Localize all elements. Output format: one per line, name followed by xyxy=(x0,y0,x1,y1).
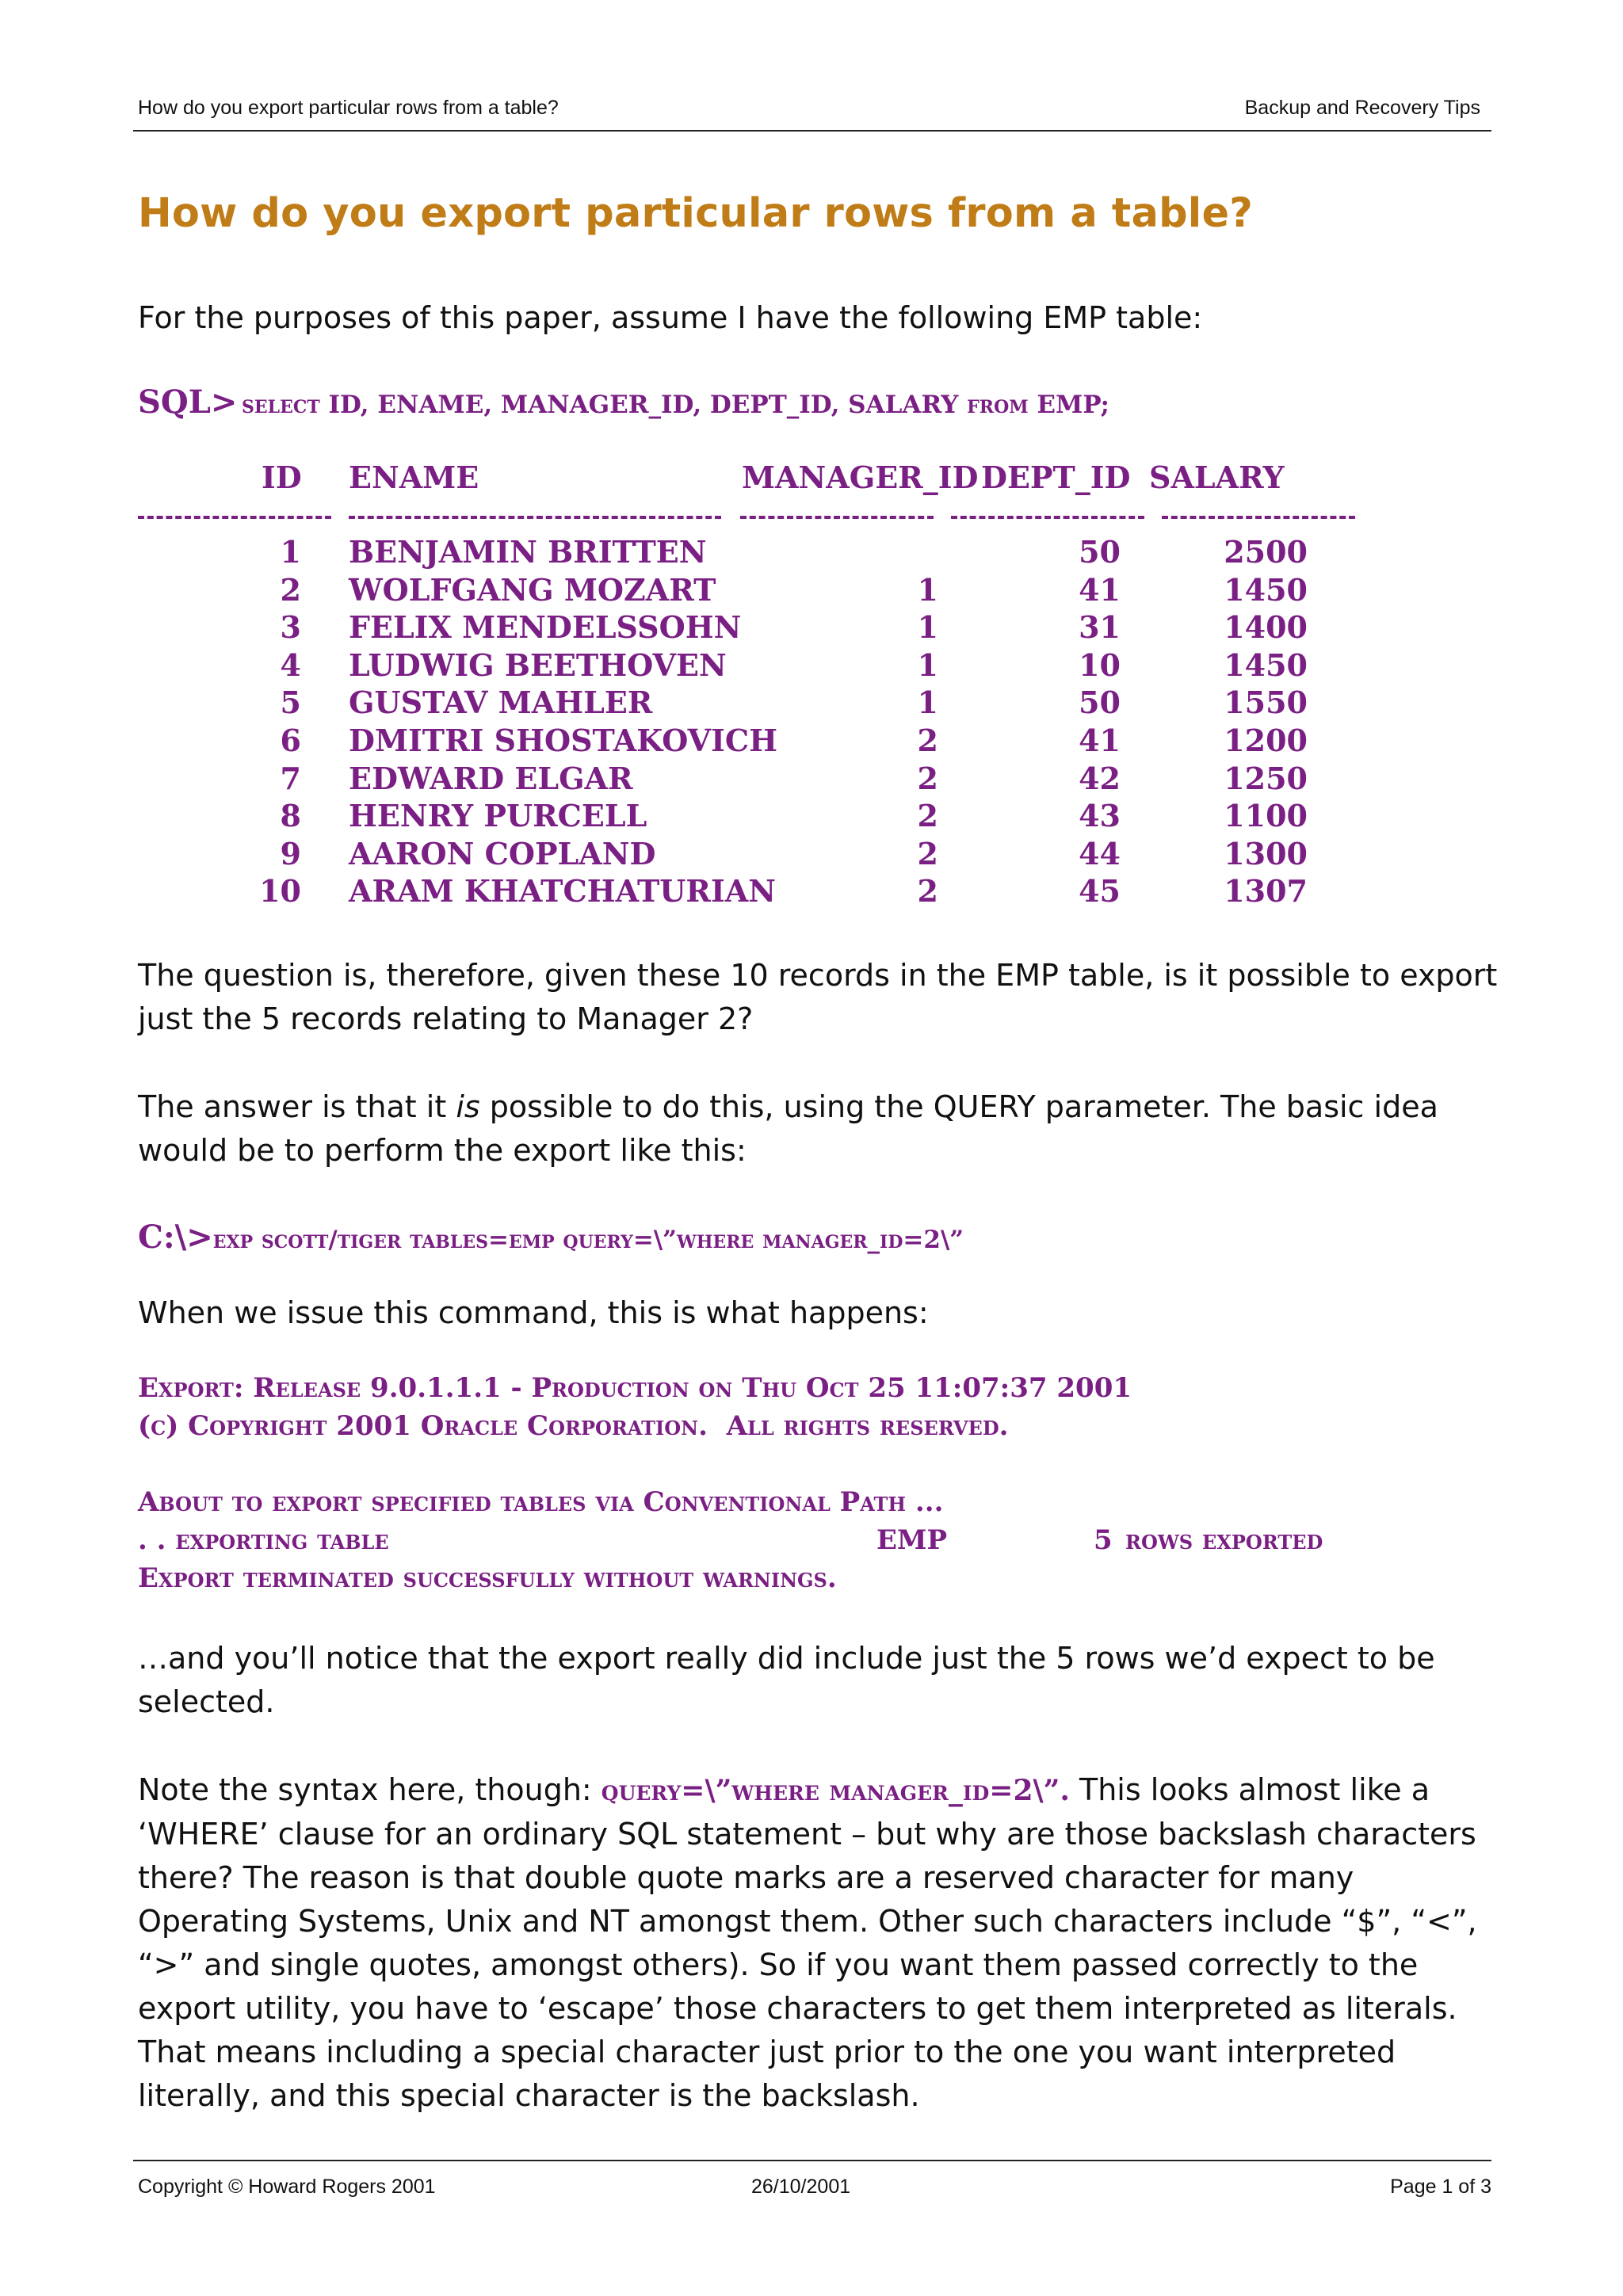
table-cell: 5 xyxy=(280,685,301,721)
page-title: How do you export particular rows from a table? xyxy=(138,190,1254,237)
table-cell: 4 xyxy=(280,646,301,683)
table-divider xyxy=(138,516,331,522)
table-cell: 10 xyxy=(1079,646,1121,683)
table-cell: 1300 xyxy=(1224,835,1308,871)
export-output-suffix: rows exported xyxy=(1125,1524,1323,1556)
table-cell: 1450 xyxy=(1224,571,1308,608)
footer-page-number: Page 1 of 3 xyxy=(1390,2176,1491,2198)
footer-date: 26/10/2001 xyxy=(751,2176,851,2198)
table-header-dept-id: DEPT_ID xyxy=(981,460,1131,495)
table-cell: 50 xyxy=(1079,534,1121,570)
table-cell: 45 xyxy=(1079,873,1121,910)
table-cell: 1250 xyxy=(1224,760,1308,796)
table-cell: 10 xyxy=(259,873,301,910)
table-header-ename: ENAME xyxy=(349,460,479,495)
export-command-text: exp scott/tiger tables=emp query=\”where manager_id=2\” xyxy=(212,1226,964,1254)
table-cell: 1550 xyxy=(1224,685,1308,721)
table-header-salary: SALARY xyxy=(1149,460,1285,495)
table-cell: 2 xyxy=(280,571,301,608)
table-cell: 9 xyxy=(280,835,301,871)
table-cell: 1 xyxy=(917,609,938,646)
export-output-line: About to export specified tables via Conventional Path ... xyxy=(138,1486,944,1518)
table-cell: GUSTAV MAHLER xyxy=(349,685,653,721)
table-cell: AARON COPLAND xyxy=(349,835,656,871)
table-cell: 1 xyxy=(917,571,938,608)
issue-paragraph: When we issue this command, this is what happens: xyxy=(138,1295,929,1330)
inline-query-code: query=\”where manager_id=2\”. xyxy=(601,1774,1070,1807)
table-cell: 1400 xyxy=(1224,609,1308,646)
export-output-line: Export: Release 9.0.1.1.1 - Production on Thu Oct 25 11:07:37 2001 xyxy=(138,1372,1132,1404)
sql-query xyxy=(138,383,1109,421)
table-cell: 7 xyxy=(280,760,301,796)
table-divider xyxy=(740,516,934,522)
table-cell: 31 xyxy=(1079,609,1121,646)
table-cell: 43 xyxy=(1079,798,1121,834)
table-cell: FELIX MENDELSSOHN xyxy=(349,609,742,646)
table-cell: 2 xyxy=(917,798,938,834)
table-header-manager-id: MANAGER_ID xyxy=(742,460,979,495)
export-command xyxy=(138,1219,964,1256)
table-cell: 1200 xyxy=(1224,723,1308,758)
table-cell: 42 xyxy=(1079,760,1121,796)
table-cell: ARAM KHATCHATURIAN xyxy=(349,873,776,910)
table-cell: 44 xyxy=(1079,835,1121,871)
export-output-table: EMP xyxy=(876,1524,948,1556)
table-cell: 2 xyxy=(917,873,938,910)
dos-prompt: C:\> xyxy=(138,1219,213,1256)
table-divider xyxy=(951,516,1144,522)
table-cell: LUDWIG BEETHOVEN xyxy=(349,646,727,683)
table-cell: 1 xyxy=(917,646,938,683)
table-cell: 2500 xyxy=(1224,534,1308,570)
table-cell: 50 xyxy=(1079,685,1121,721)
table-cell: 1 xyxy=(280,534,301,570)
sql-statement: select ID, ENAME, MANAGER_ID, DEPT_ID, SALARY from EMP; xyxy=(241,391,1109,419)
table-cell: 2 xyxy=(917,723,938,758)
header-title: How do you export particular rows from a table? xyxy=(138,97,559,119)
table-cell: 6 xyxy=(280,723,301,758)
notice-paragraph: …and you’ll notice that the export really did include just the 5 rows we’d expect to be selected. xyxy=(138,1641,1435,1719)
table-cell: 2 xyxy=(917,835,938,871)
page-footer xyxy=(133,2160,1491,2201)
table-cell: 8 xyxy=(280,798,301,834)
table-cell: 1450 xyxy=(1224,646,1308,683)
table-cell: BENJAMIN BRITTEN xyxy=(349,534,707,570)
table-cell: 1307 xyxy=(1224,873,1308,910)
intro-paragraph: For the purposes of this paper, assume I have the following EMP table: xyxy=(138,300,1203,335)
export-output-line: (c) Copyright 2001 Oracle Corporation. All rights reserved. xyxy=(138,1410,1009,1442)
table-cell: 2 xyxy=(917,760,938,796)
header-section: Backup and Recovery Tips xyxy=(1244,97,1480,119)
question-paragraph: The question is, therefore, given these 10 records in the EMP table, is it possible to export just the 5 records relating to Manager 2? xyxy=(138,958,1498,1036)
syntax-paragraph: Note the syntax here, though: query=\”where manager_id=2\”. This looks almost like a ‘WHERE’ clause for an ordinary SQL statement – but why are those backslash characters there? The reason is that double quote marks are a reserved character for many Operating Systems, Unix and NT amongst them. Other such characters include “$”, “<”, “>” and single quotes, amongst others). So if you want them passed correctly to the export utility, you have to ‘escape’ those characters to get them interpreted as literals. That means including a special character just prior to the one you want interpreted literally, and this special character is the backslash. xyxy=(138,1772,1477,2113)
table-header-id: ID xyxy=(262,460,302,495)
table-cell: 3 xyxy=(280,609,301,646)
table-cell: DMITRI SHOSTAKOVICH xyxy=(349,723,778,758)
export-output-count: 5 xyxy=(1094,1524,1113,1556)
answer-paragraph: The answer is that it is possible to do this, using the QUERY parameter. The basic idea would be to perform the export like this: xyxy=(138,1089,1438,1168)
sql-prompt: SQL> xyxy=(138,383,238,421)
table-cell: EDWARD ELGAR xyxy=(349,760,633,796)
table-cell: 1100 xyxy=(1224,798,1308,834)
table-cell: 41 xyxy=(1079,571,1121,608)
table-cell: WOLFGANG MOZART xyxy=(349,571,716,608)
table-cell: 41 xyxy=(1079,723,1121,758)
export-output-line: . . exporting table xyxy=(138,1524,389,1556)
table-cell: HENRY PURCELL xyxy=(349,798,647,834)
table-divider xyxy=(349,516,721,522)
page-header xyxy=(133,93,1491,132)
footer-copyright: Copyright © Howard Rogers 2001 xyxy=(138,2176,436,2198)
table-cell: 1 xyxy=(917,685,938,721)
export-output-line: Export terminated successfully without warnings. xyxy=(138,1562,837,1594)
table-divider xyxy=(1162,516,1355,522)
